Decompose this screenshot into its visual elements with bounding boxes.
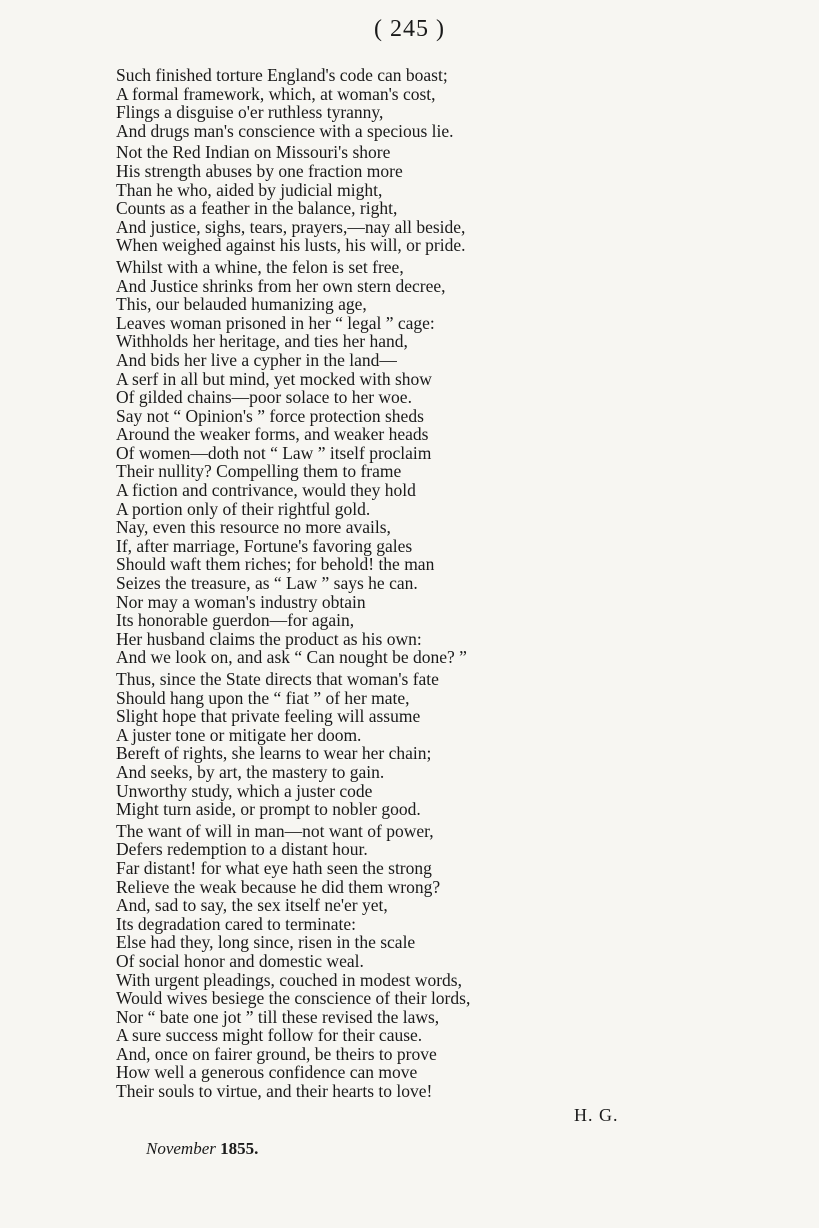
poem-line: Around the weaker forms, and weaker heads (116, 424, 429, 445)
poem-line: A formal framework, which, at woman's cost, (116, 83, 436, 104)
poem-line: Not the Red Indian on Missouri's shore (116, 142, 391, 163)
poem-line: Whilst with a whine, the felon is set free, (116, 256, 404, 277)
poem-line: A serf in all but mind, yet mocked with show (116, 368, 432, 389)
date-year: 1855. (220, 1139, 259, 1158)
poem-line: With urgent pleadings, couched in modest words, (116, 969, 462, 990)
poem-line: And we look on, and ask “ Can nought be done? ” (116, 647, 467, 668)
poem-line: A sure success might follow for their cause. (116, 1025, 423, 1046)
poem-line: And drugs man's conscience with a specious lie. (116, 120, 454, 141)
poem-line: Its degradation cared to terminate: (116, 913, 357, 934)
poem-line: Unworthy study, which a juster code (116, 780, 373, 801)
poem-line: Defers redemption to a distant hour. (116, 839, 368, 860)
signature: H. G. (574, 1105, 619, 1125)
poem-line: Than he who, aided by judicial might, (116, 179, 383, 200)
date-month: November (146, 1139, 216, 1158)
poem-line: Nor may a woman's industry obtain (116, 591, 366, 612)
poem-line: And, once on fairer ground, be theirs to prove (116, 1043, 437, 1064)
poem-line: Should waft them riches; for behold! the man (116, 554, 435, 575)
poem-line: How well a generous confidence can move (116, 1062, 418, 1083)
poem-line: Their nullity? Compelling them to frame (116, 461, 402, 482)
poem-line: Should hang upon the “ fiat ” of her mate, (116, 687, 410, 708)
stanza-3 (116, 258, 636, 667)
poem-line: A fiction and contrivance, would they hold (116, 480, 416, 501)
poem-line: Might turn aside, or prompt to nobler good. (116, 799, 421, 820)
poem-line: Seizes the treasure, as “ Law ” says he can. (116, 573, 418, 594)
poem-line: Their souls to virtue, and their hearts to love! (116, 1081, 433, 1102)
poem-line: Nay, even this resource no more avails, (116, 517, 391, 538)
poem-line: Counts as a feather in the balance, right, (116, 198, 398, 219)
poem-line: And seeks, by art, the mastery to gain. (116, 761, 385, 782)
poem-body (116, 66, 636, 1104)
poem-line: Leaves woman prisoned in her “ legal ” cage: (116, 312, 435, 333)
stanza-4 (116, 670, 636, 819)
poem-line: And bids her live a cypher in the land— (116, 349, 397, 370)
poem-line: Its honorable guerdon—for again, (116, 610, 355, 631)
poem-line: Flings a disguise o'er ruthless tyranny, (116, 102, 384, 123)
poem-line: Withholds her heritage, and ties her hand, (116, 331, 408, 352)
poem-line: Of social honor and domestic weal. (116, 950, 364, 971)
poem-line: Say not “ Opinion's ” force protection sheds (116, 405, 424, 426)
poem-line: And justice, sighs, tears, prayers,—nay all beside, (116, 216, 466, 237)
poem-line: Nor “ bate one jot ” till these revised the laws, (116, 1006, 440, 1027)
poem-line: When weighed against his lusts, his will, or pride. (116, 235, 466, 256)
poem-line: Of gilded chains—poor solace to her woe. (116, 387, 412, 408)
poem-line: Far distant! for what eye hath seen the strong (116, 857, 432, 878)
date-line (146, 1139, 258, 1159)
poem-line: Would wives besiege the conscience of their lords, (116, 988, 471, 1009)
stanza-2 (116, 143, 636, 255)
poem-line: If, after marriage, Fortune's favoring gales (116, 535, 413, 556)
poem-line: Her husband claims the product as his own: (116, 628, 422, 649)
poem-line: Slight hope that private feeling will assume (116, 706, 421, 727)
poem-line: A juster tone or mitigate her doom. (116, 724, 362, 745)
poem-line: And Justice shrinks from her own stern decree, (116, 275, 446, 296)
stanza-5 (116, 822, 636, 1101)
stanza-1 (116, 66, 636, 140)
poem-line: Relieve the weak because he did them wrong? (116, 876, 441, 897)
poem-line: His strength abuses by one fraction more (116, 160, 403, 181)
poem-line: Such finished torture England's code can boast; (116, 65, 448, 85)
poem-line: Thus, since the State directs that woman's fate (116, 669, 439, 689)
poem-line: Else had they, long since, risen in the scale (116, 932, 416, 953)
poem-line: Bereft of rights, she learns to wear her chain; (116, 743, 432, 764)
poem-line: A portion only of their rightful gold. (116, 498, 371, 519)
poem-line: This, our belauded humanizing age, (116, 294, 367, 315)
poem-line: And, sad to say, the sex itself ne'er yet, (116, 895, 388, 916)
page-number: ( 245 ) (374, 16, 445, 42)
poem-line: The want of will in man—not want of power, (116, 820, 434, 841)
poem-line: Of women—doth not “ Law ” itself proclaim (116, 442, 432, 463)
